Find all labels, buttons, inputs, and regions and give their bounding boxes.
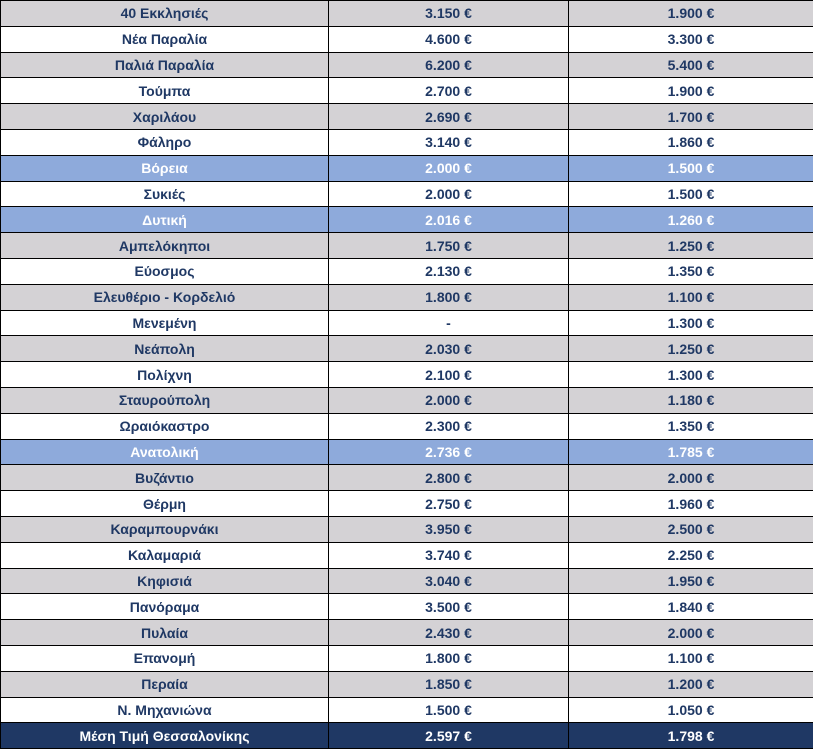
price-cell-1: 1.800 € [329,284,569,310]
area-name-cell: Επανομή [1,645,329,671]
area-name-cell: Αμπελόκηποι [1,233,329,259]
price-cell-2: 1.960 € [569,491,813,517]
price-cell-2: 2.500 € [569,516,813,542]
price-cell-2: 1.350 € [569,258,813,284]
price-cell-1: 2.800 € [329,465,569,491]
table-row [1,516,813,542]
price-cell-2: 1.785 € [569,439,813,465]
table-row [1,568,813,594]
price-cell-2: 1.500 € [569,181,813,207]
area-name-cell: Μέση Τιμή Θεσσαλονίκης [1,723,329,749]
region-row [1,155,813,181]
price-cell-1: 3.500 € [329,594,569,620]
area-name-cell: Ελευθέριο - Κορδελιό [1,284,329,310]
table-row [1,671,813,697]
area-name-cell: Πυλαία [1,620,329,646]
price-cell-1: 1.500 € [329,697,569,723]
price-cell-1: 3.740 € [329,542,569,568]
area-name-cell: Πανόραμα [1,594,329,620]
area-name-cell: Ωραιόκαστρο [1,413,329,439]
area-name-cell: Νέα Παραλία [1,26,329,52]
area-name-cell: 40 Εκκλησιές [1,1,329,27]
area-name-cell: Πολίχνη [1,362,329,388]
table-row [1,284,813,310]
total-row [1,723,813,749]
price-cell-2: 1.180 € [569,387,813,413]
table-row [1,413,813,439]
table-row [1,104,813,130]
price-cell-2: 1.350 € [569,413,813,439]
table-row [1,181,813,207]
region-row [1,207,813,233]
price-cell-1: 2.130 € [329,258,569,284]
price-cell-1: 3.950 € [329,516,569,542]
price-cell-2: 1.700 € [569,104,813,130]
price-cell-1: 3.150 € [329,1,569,27]
price-cell-2: 2.250 € [569,542,813,568]
price-cell-1: 2.000 € [329,155,569,181]
area-name-cell: Καλαμαριά [1,542,329,568]
price-cell-1: 1.850 € [329,671,569,697]
price-cell-2: 1.200 € [569,671,813,697]
price-cell-2: 1.050 € [569,697,813,723]
table-row [1,542,813,568]
table-row [1,697,813,723]
price-cell-1: 2.016 € [329,207,569,233]
area-name-cell: Κηφισιά [1,568,329,594]
table-row [1,336,813,362]
area-name-cell: Χαριλάου [1,104,329,130]
price-cell-1: 6.200 € [329,52,569,78]
region-row [1,439,813,465]
price-cell-2: 1.250 € [569,233,813,259]
price-cell-1: 2.000 € [329,387,569,413]
table-row [1,258,813,284]
table-row [1,387,813,413]
price-cell-1: 2.736 € [329,439,569,465]
price-cell-1: 2.597 € [329,723,569,749]
price-cell-1: 2.430 € [329,620,569,646]
price-cell-2: 2.000 € [569,465,813,491]
area-name-cell: Συκιές [1,181,329,207]
price-cell-1: 3.040 € [329,568,569,594]
price-cell-2: 2.000 € [569,620,813,646]
price-cell-1: 1.800 € [329,645,569,671]
area-name-cell: Σταυρούπολη [1,387,329,413]
area-name-cell: Ν. Μηχανιώνα [1,697,329,723]
area-name-cell: Δυτική [1,207,329,233]
price-cell-2: 1.250 € [569,336,813,362]
price-cell-2: 1.950 € [569,568,813,594]
area-name-cell: Μενεμένη [1,310,329,336]
price-cell-2: 1.860 € [569,129,813,155]
price-cell-2: 3.300 € [569,26,813,52]
price-cell-1: 2.100 € [329,362,569,388]
price-cell-2: 1.840 € [569,594,813,620]
table-row [1,26,813,52]
table-row [1,645,813,671]
price-cell-1: 3.140 € [329,129,569,155]
price-cell-1: 1.750 € [329,233,569,259]
price-cell-1: 2.000 € [329,181,569,207]
price-cell-1: 4.600 € [329,26,569,52]
area-name-cell: Ανατολική [1,439,329,465]
table-row [1,52,813,78]
area-name-cell: Καραμπουρνάκι [1,516,329,542]
area-name-cell: Βυζάντιο [1,465,329,491]
price-cell-1: 2.690 € [329,104,569,130]
table-row [1,594,813,620]
table-row [1,233,813,259]
area-name-cell: Εύοσμος [1,258,329,284]
price-cell-2: 1.100 € [569,284,813,310]
price-cell-2: 1.300 € [569,310,813,336]
area-name-cell: Τούμπα [1,78,329,104]
table-row [1,465,813,491]
table-row [1,491,813,517]
price-cell-1: - [329,310,569,336]
price-cell-2: 5.400 € [569,52,813,78]
area-name-cell: Θέρμη [1,491,329,517]
area-name-cell: Βόρεια [1,155,329,181]
table-row [1,78,813,104]
area-name-cell: Νεάπολη [1,336,329,362]
table-row [1,1,813,27]
price-cell-1: 2.300 € [329,413,569,439]
price-cell-2: 1.260 € [569,207,813,233]
price-cell-2: 1.100 € [569,645,813,671]
price-cell-2: 1.900 € [569,1,813,27]
table-row [1,620,813,646]
price-table-body [1,1,813,749]
area-name-cell: Φάληρο [1,129,329,155]
price-cell-1: 2.700 € [329,78,569,104]
area-name-cell: Περαία [1,671,329,697]
price-cell-2: 1.900 € [569,78,813,104]
price-cell-1: 2.030 € [329,336,569,362]
price-cell-2: 1.500 € [569,155,813,181]
table-row [1,129,813,155]
price-cell-1: 2.750 € [329,491,569,517]
table-row [1,362,813,388]
table-row [1,310,813,336]
price-cell-2: 1.300 € [569,362,813,388]
area-name-cell: Παλιά Παραλία [1,52,329,78]
price-cell-2: 1.798 € [569,723,813,749]
